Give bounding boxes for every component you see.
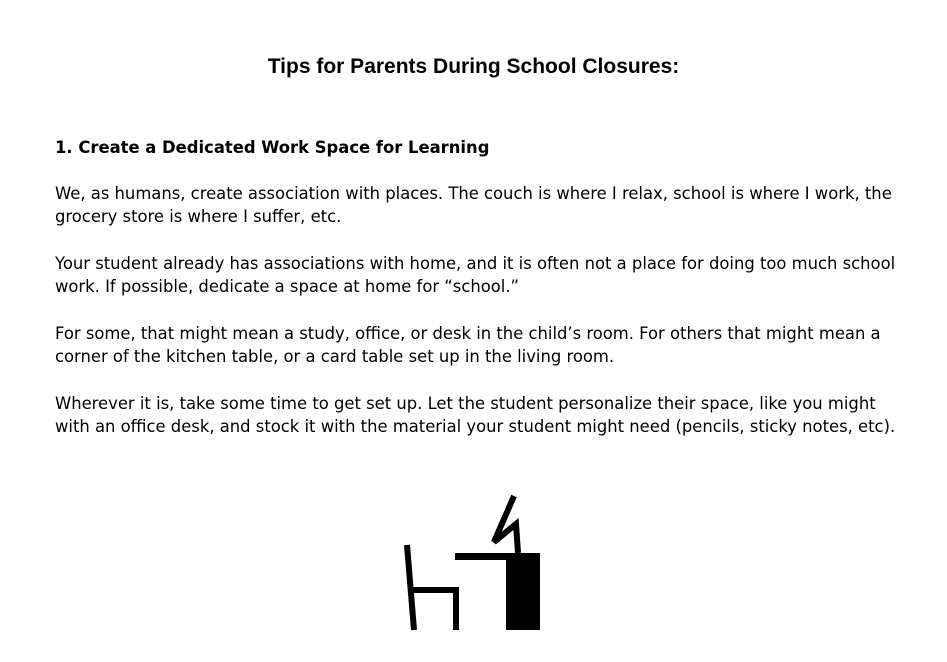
section-content — [55, 136, 905, 462]
paragraph-1: We, as humans, create association with places. The couch is where I relax, school is where I work, the grocery store is where I suffer, etc. — [55, 184, 892, 226]
desk-chair-lamp-icon — [400, 490, 545, 635]
page-title: Tips for Parents During School Closures: — [267, 55, 680, 78]
paragraph-4: Wherever it is, take some time to get set up. Let the student personalize their space, like you might with an office desk, and stock it with the material your student might need (pencils, sticky notes, etc). — [55, 394, 896, 436]
paragraph-3: For some, that might mean a study, office, or desk in the child’s room. For others that might mean a corner of the kitchen table, or a card table set up in the living room. — [55, 324, 881, 366]
lamp-arm — [494, 496, 518, 553]
paragraph-2: Your student already has associations with home, and it is often not a place for doing too much school work. If possible, dedicate a space at home for “school.” — [55, 254, 896, 296]
desk-pedestal — [506, 553, 540, 630]
section-heading: 1. Create a Dedicated Work Space for Learning — [55, 138, 490, 157]
